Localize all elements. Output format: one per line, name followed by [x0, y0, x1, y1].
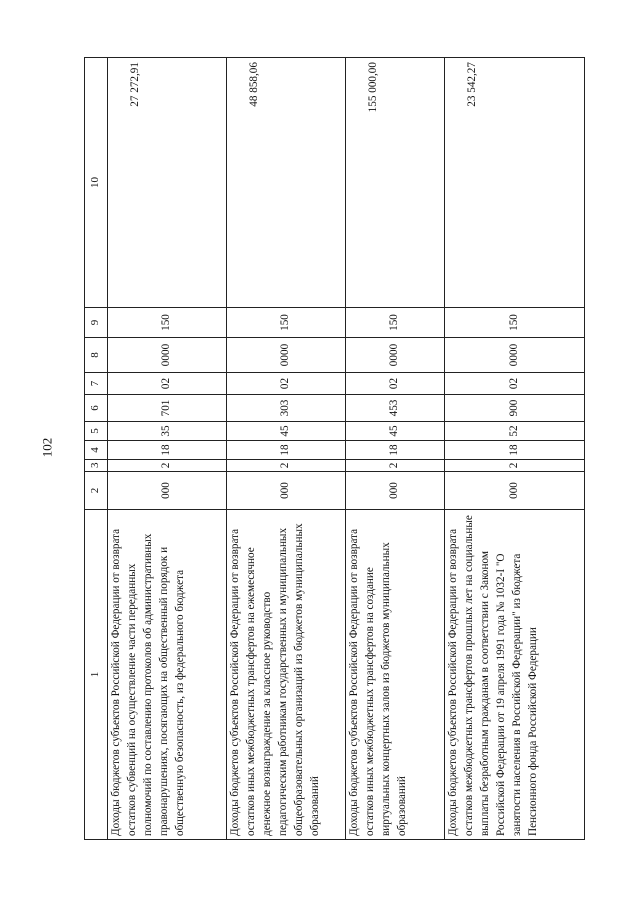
code-subgroup: 18 [445, 441, 585, 460]
code-article: 52 [445, 422, 585, 441]
table-row [445, 58, 585, 840]
column-header: 9 [85, 308, 108, 338]
code-element: 02 [346, 373, 445, 395]
code-article: 35 [108, 422, 227, 441]
amount-value: 48 858,06 [227, 58, 346, 308]
code-kosgu: 150 [346, 308, 445, 338]
code-admin: 000 [346, 472, 445, 510]
code-kosgu: 150 [445, 308, 585, 338]
revenue-description: Доходы бюджетов субъектов Российской Федерации от возврата остатков субвенций на осуществление части переданных полномочий по составлению протоколов об административных правонарушениях, посягающих на общественный порядок и общественную безопасность, из федерального бюджета [108, 510, 227, 840]
code-article: 45 [346, 422, 445, 441]
column-header: 1 [85, 510, 108, 840]
column-header: 6 [85, 395, 108, 422]
code-group: 2 [227, 460, 346, 472]
table-row [227, 58, 346, 840]
column-header: 10 [85, 58, 108, 308]
code-subarticle: 453 [346, 395, 445, 422]
budget-revenue-table [84, 57, 585, 840]
code-subarticle: 303 [227, 395, 346, 422]
code-program: 0000 [346, 338, 445, 373]
column-number-header [85, 58, 108, 840]
code-subgroup: 18 [227, 441, 346, 460]
code-article: 45 [227, 422, 346, 441]
column-header: 3 [85, 460, 108, 472]
table-row [346, 58, 445, 840]
amount-value: 155 000,00 [346, 58, 445, 308]
code-program: 0000 [445, 338, 585, 373]
code-kosgu: 150 [227, 308, 346, 338]
column-header: 8 [85, 338, 108, 373]
code-element: 02 [445, 373, 585, 395]
revenue-description: Доходы бюджетов субъектов Российской Федерации от возврата остатков иных межбюджетных трансфертов на создание виртуальных концертных залов из бюджетов муниципальных образований [346, 510, 445, 840]
code-program: 0000 [227, 338, 346, 373]
code-admin: 000 [227, 472, 346, 510]
code-subgroup: 18 [346, 441, 445, 460]
code-kosgu: 150 [108, 308, 227, 338]
revenue-description: Доходы бюджетов субъектов Российской Федерации от возврата остатков межбюджетных трансфертов прошлых лет на социальные выплаты безработным гражданам в соответствии с Законом Российской Федерации от 19 апреля 1991 года № 1032-I "О занятости населения в Российской Федерации" из бюджета Пенсионного фонда Российской Федерации [445, 510, 585, 840]
code-admin: 000 [445, 472, 585, 510]
revenue-description: Доходы бюджетов субъектов Российской Федерации от возврата остатков иных межбюджетных трансфертов на ежемесячное денежное вознаграждение за классное руководство педагогическим работникам государственных и муниципальных общеобразовательных организаций из бюджетов муниципальных образований [227, 510, 346, 840]
code-subarticle: 900 [445, 395, 585, 422]
code-group: 2 [346, 460, 445, 472]
column-header: 2 [85, 472, 108, 510]
code-program: 0000 [108, 338, 227, 373]
code-element: 02 [227, 373, 346, 395]
column-header: 5 [85, 422, 108, 441]
amount-value: 23 542,27 [445, 58, 585, 308]
page-number: 102 [39, 437, 55, 458]
code-group: 2 [108, 460, 227, 472]
column-header: 4 [85, 441, 108, 460]
table-row [108, 58, 227, 840]
code-subarticle: 701 [108, 395, 227, 422]
column-header: 7 [85, 373, 108, 395]
code-subgroup: 18 [108, 441, 227, 460]
rotated-table-sheet [84, 58, 605, 840]
code-group: 2 [445, 460, 585, 472]
amount-value: 27 272,91 [108, 58, 227, 308]
code-element: 02 [108, 373, 227, 395]
code-admin: 000 [108, 472, 227, 510]
